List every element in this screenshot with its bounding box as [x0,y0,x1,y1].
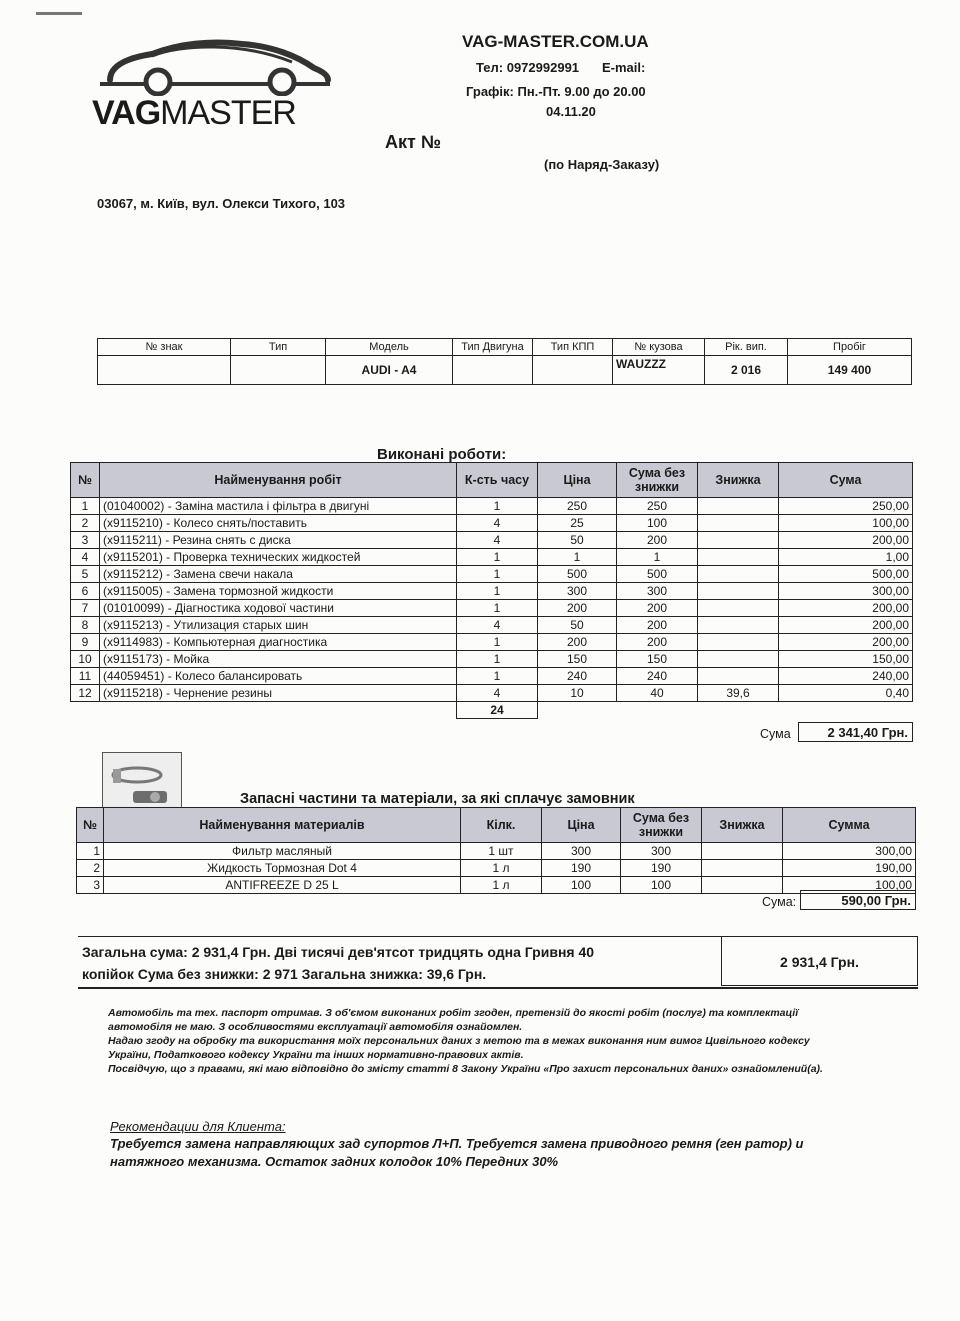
parts-header-cell: Сума без знижки [621,808,702,843]
work-subtotal: 40 [617,685,698,702]
vehicle-vin: WAUZZZ [613,356,705,385]
parts-header-cell: № [77,808,104,843]
work-price: 240 [538,668,617,685]
work-name: (x9115005) - Замена тормозной жидкости [100,583,457,600]
works-header-cell: Ціна [538,463,617,498]
work-name: (01040002) - Заміна мастила і фільтра в двигуні [100,498,457,515]
vehicle-value-cell [98,356,231,385]
legal-line: Надаю згоду на обробку та використання моїх персональних даних з метою та в межах виконання ним вимог Цивільного кодексу [108,1035,810,1047]
work-subtotal: 240 [617,668,698,685]
table-row [71,617,913,634]
part-name: Жидкость Тормозная Dot 4 [104,860,461,877]
part-subtotal: 300 [621,843,702,860]
vehicle-model: AUDI - A4 [326,356,453,385]
work-price: 200 [538,600,617,617]
works-header-cell: К-сть часу [457,463,538,498]
part-qty: 1 шт [461,843,542,860]
work-name: (x9115210) - Колесо снять/поставить [100,515,457,532]
legal-line: Автомобіль та тех. паспорт отримав. З об'ємом виконаних робіт згоден, претензій до якості робіт (послуг) та комплектації [108,1007,799,1019]
total-line-2: копійок Сума без знижки: 2 971 Загальна знижка: 39,6 Грн. [82,966,487,982]
vehicle-value-cell [231,356,326,385]
work-price: 500 [538,566,617,583]
work-subtotal: 150 [617,651,698,668]
work-subtotal: 250 [617,498,698,515]
row-number: 2 [77,860,104,877]
work-name: (x9114983) - Компьютерная диагностика [100,634,457,651]
work-name: (x9115213) - Утилизация старых шин [100,617,457,634]
works-header-row [71,463,913,498]
part-subtotal: 190 [621,860,702,877]
table-row [77,877,916,894]
table-row [77,860,916,877]
total-box: 2 931,4 Грн. [721,936,918,986]
part-price: 100 [542,877,621,894]
table-row [71,515,913,532]
work-price: 50 [538,532,617,549]
works-header-cell: Знижка [698,463,779,498]
work-sum: 500,00 [779,566,913,583]
work-hours: 1 [457,583,538,600]
works-header-cell: Найменування робіт [100,463,457,498]
vehicle-header-cell: № кузова [613,339,705,356]
logo-wordmark [92,94,296,133]
works-header-cell: Сума без знижки [617,463,698,498]
work-subtotal: 200 [617,634,698,651]
row-number: 7 [71,600,100,617]
work-subtotal: 200 [617,600,698,617]
hours-total: 24 [457,702,538,719]
work-discount [698,583,779,600]
vehicle-header-row [98,339,912,356]
part-price: 300 [542,843,621,860]
row-number: 3 [71,532,100,549]
work-name: (x9115173) - Мойка [100,651,457,668]
work-price: 1 [538,549,617,566]
table-row [71,532,913,549]
legal-text [108,1006,928,1076]
parts-image [102,752,182,812]
part-name: ANTIFREEZE D 25 L [104,877,461,894]
table-row [71,651,913,668]
work-price: 150 [538,651,617,668]
part-qty: 1 л [461,860,542,877]
work-name: (44059451) - Колесо балансировать [100,668,457,685]
work-sum: 100,00 [779,515,913,532]
work-hours: 4 [457,685,538,702]
act-title: Акт № [385,132,441,152]
vehicle-mileage: 149 400 [788,356,912,385]
works-title: Виконані роботи: [377,446,507,463]
work-sum: 240,00 [779,668,913,685]
work-hours: 1 [457,600,538,617]
row-number: 1 [71,498,100,515]
part-discount [702,860,783,877]
row-number: 9 [71,634,100,651]
total-line-1: Загальна сума: 2 931,4 Грн. Дві тисячі дев'ятсот тридцять одна Гривня 40 [82,944,595,960]
work-hours: 4 [457,515,538,532]
vehicle-header-cell: Рік. вип. [705,339,788,356]
row-number: 5 [71,566,100,583]
work-sum: 0,40 [779,685,913,702]
work-discount [698,600,779,617]
table-row [71,498,913,515]
vehicle-header-cell: № знак [98,339,231,356]
table-row [71,549,913,566]
row-number: 6 [71,583,100,600]
vehicle-header-cell: Тип Двигуна [453,339,533,356]
order-reference: (по Наряд-Заказу) [544,157,660,172]
works-header-cell: № [71,463,100,498]
parts-header-row [77,808,916,843]
vehicle-year: 2 016 [705,356,788,385]
work-discount [698,549,779,566]
table-row [71,634,913,651]
row-number: 8 [71,617,100,634]
work-discount [698,651,779,668]
work-subtotal: 300 [617,583,698,600]
vehicle-value-row [98,356,912,385]
row-number: 12 [71,685,100,702]
work-name: (x9115212) - Замена свечи накала [100,566,457,583]
work-name: (x9115201) - Проверка технических жидкостей [100,549,457,566]
parts-header-cell: Ціна [542,808,621,843]
works-header-cell: Сума [779,463,913,498]
row-number: 11 [71,668,100,685]
works-table [70,462,913,719]
car-silhouette-icon [92,36,337,96]
vehicle-header-cell: Тип [231,339,326,356]
legal-line: України, Податкового кодексу України та інших нормативно-правових актів. [108,1049,524,1061]
vehicle-header-cell: Модель [326,339,453,356]
part-price: 190 [542,860,621,877]
work-price: 50 [538,617,617,634]
document-date: 04.11.20 [546,104,596,119]
work-discount [698,634,779,651]
scan-mark [36,12,82,15]
work-name: (x9115211) - Резина снять с диска [100,532,457,549]
table-row [71,583,913,600]
work-hours: 1 [457,549,538,566]
work-name: (x9115218) - Чернение резины [100,685,457,702]
work-subtotal: 100 [617,515,698,532]
table-row [77,843,916,860]
vehicle-table [97,338,912,385]
work-sum: 150,00 [779,651,913,668]
company-logo [92,36,337,132]
works-sum-value: 2 341,40 Грн. [798,722,913,742]
site-url: VAG-MASTER.COM.UA [462,32,649,51]
work-price: 200 [538,634,617,651]
parts-header-cell: Кілк. [461,808,542,843]
work-name: (01010099) - Діагностика ходової частини [100,600,457,617]
work-price: 300 [538,583,617,600]
row-number: 3 [77,877,104,894]
work-discount [698,566,779,583]
work-subtotal: 1 [617,549,698,566]
recommendations-line-2: натяжного механизма. Остаток задних колодок 10% Передних 30% [110,1154,559,1169]
work-price: 10 [538,685,617,702]
work-discount [698,498,779,515]
work-sum: 250,00 [779,498,913,515]
work-sum: 200,00 [779,600,913,617]
table-row [71,668,913,685]
work-hours: 1 [457,498,538,515]
work-subtotal: 500 [617,566,698,583]
works-sum-label: Сума [760,727,791,741]
work-discount [698,668,779,685]
schedule: Графік: Пн.-Пт. 9.00 до 20.00 [466,84,646,99]
part-sum: 100,00 [783,877,916,894]
works-total-row [71,702,913,719]
logo-text-light: MASTER [160,94,296,132]
legal-line: автомобіля не маю. З особливостями експлуатації автомобіля ознайомлен. [108,1021,523,1033]
work-hours: 4 [457,532,538,549]
table-row [71,685,913,702]
parts-sum-label: Сума: [762,895,797,909]
recommendations-line-1: Требуется замена направляющих зад супортов Л+П. Требуется замена приводного ремня (ген ратор) и [110,1136,804,1151]
row-number: 1 [77,843,104,860]
part-sum: 190,00 [783,860,916,877]
work-hours: 4 [457,617,538,634]
work-hours: 1 [457,634,538,651]
work-discount [698,515,779,532]
work-subtotal: 200 [617,532,698,549]
parts-header-cell: Сумма [783,808,916,843]
part-subtotal: 100 [621,877,702,894]
part-sum: 300,00 [783,843,916,860]
work-discount: 39,6 [698,685,779,702]
part-name: Фильтр масляный [104,843,461,860]
vehicle-header-cell: Тип КПП [533,339,613,356]
recommendations-heading: Рекомендации для Клиента: [110,1119,286,1134]
work-hours: 1 [457,651,538,668]
parts-title: Запасні частини та матеріали, за які сплачує замовник [240,791,635,807]
work-sum: 300,00 [779,583,913,600]
parts-sum-value: 590,00 Грн. [800,890,916,910]
work-subtotal: 200 [617,617,698,634]
work-sum: 200,00 [779,617,913,634]
table-row [71,566,913,583]
work-discount [698,532,779,549]
row-number: 4 [71,549,100,566]
part-discount [702,877,783,894]
vehicle-header-cell: Пробіг [788,339,912,356]
row-number: 2 [71,515,100,532]
legal-line: Посвідчую, що з правами, які маю відповідно до змісту статті 8 Закону України «Про захист персональних даних» ознайомлений(а). [108,1063,823,1075]
parts-header-cell: Найменування материалів [104,808,461,843]
oil-filter-icon [103,753,181,811]
work-sum: 1,00 [779,549,913,566]
vehicle-value-cell [533,356,613,385]
company-address: 03067, м. Київ, вул. Олекси Тихого, 103 [97,196,346,211]
row-number: 10 [71,651,100,668]
parts-header-cell: Знижка [702,808,783,843]
work-hours: 1 [457,668,538,685]
email-label: E-mail: [602,60,646,75]
part-qty: 1 л [461,877,542,894]
parts-table [76,807,916,894]
table-row [71,600,913,617]
work-price: 250 [538,498,617,515]
phone: Тел: 0972992991 [476,60,580,75]
work-sum: 200,00 [779,532,913,549]
work-discount [698,617,779,634]
work-sum: 200,00 [779,634,913,651]
part-discount [702,843,783,860]
work-hours: 1 [457,566,538,583]
work-price: 25 [538,515,617,532]
logo-text-bold: VAG [92,94,161,132]
vehicle-value-cell [453,356,533,385]
